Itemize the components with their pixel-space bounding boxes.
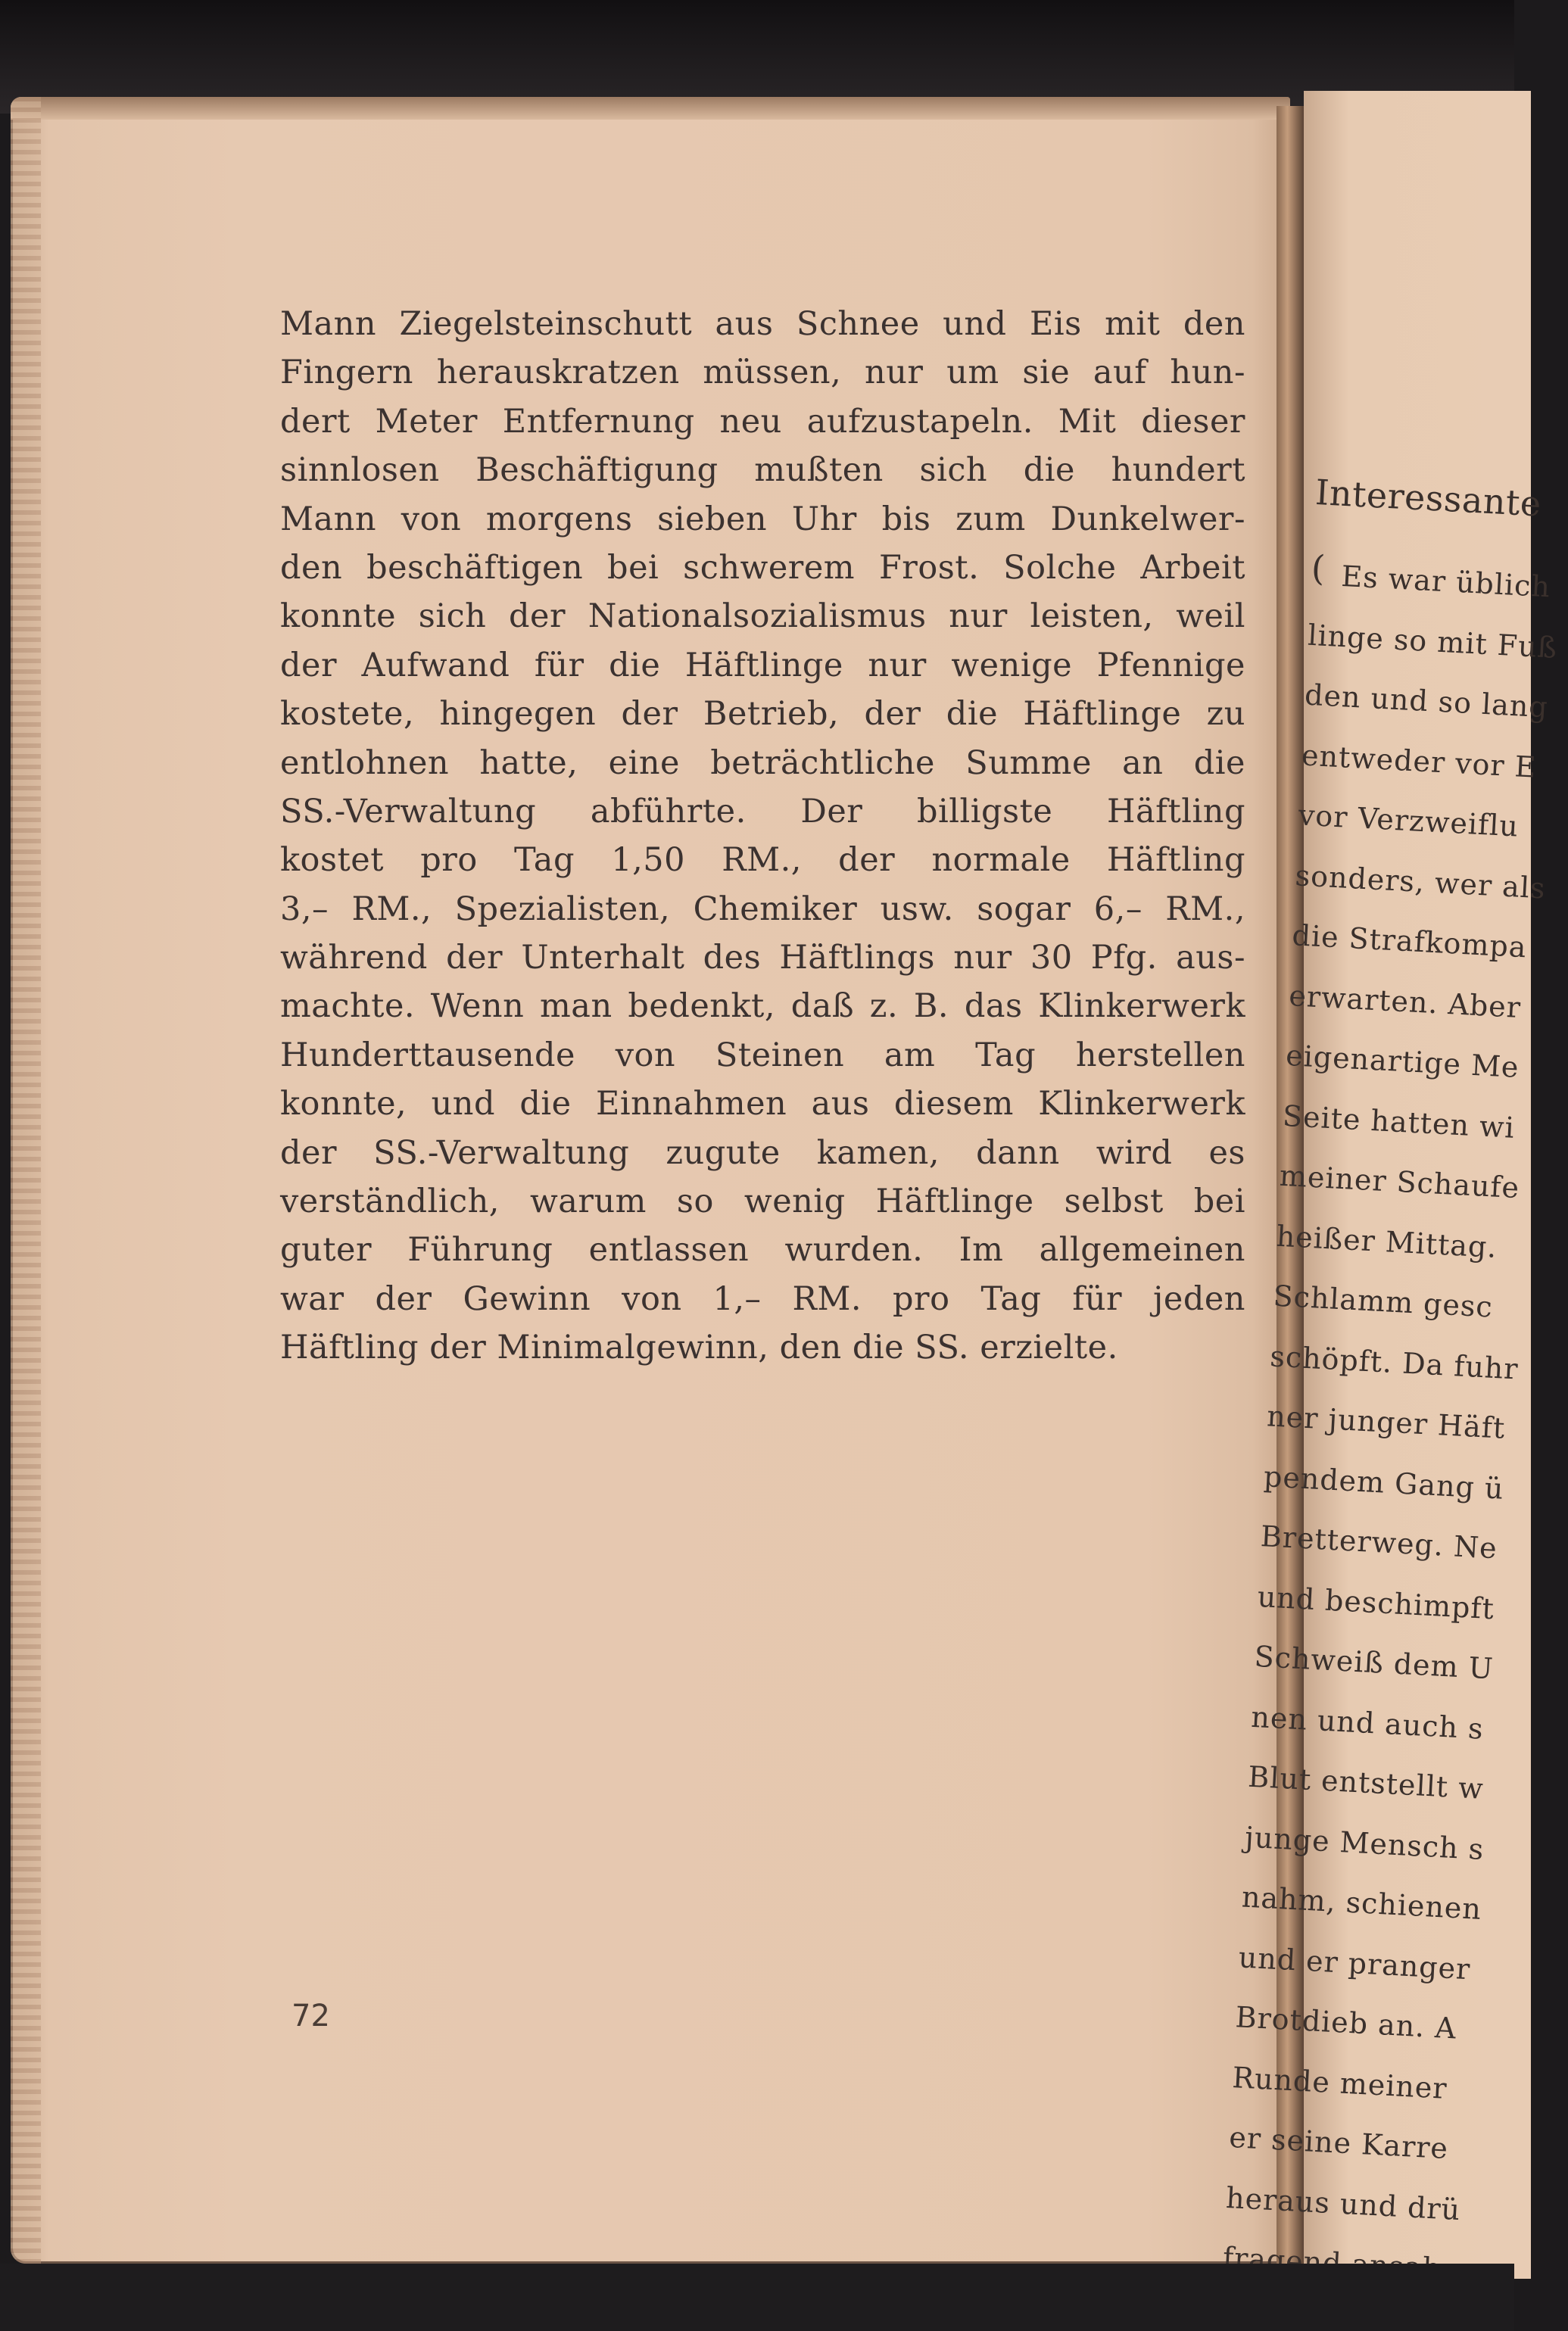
text-line: meiner Schaufe [1278, 1158, 1521, 1205]
text-line: Brotdieb an. A [1234, 2000, 1457, 2046]
text-line: konnte, und die Einnahmen aus diesem Klinkerwerk [280, 1085, 1245, 1123]
text-line: linge so mit Fuß [1307, 618, 1559, 665]
text-line: Schlamm gesc [1272, 1279, 1494, 1324]
text-line: die Strafkompa [1291, 918, 1528, 964]
text-line: erwarten. Aber [1288, 978, 1523, 1024]
text-line: während der Unterhalt des Häftlings nur 30 Pfg. aus- [280, 939, 1245, 977]
text-line: SS.-Verwaltung abführte. Der billigste Häftling [280, 792, 1245, 830]
text-line: Runde meiner [1231, 2060, 1448, 2105]
text-line: kostet pro Tag 1,50 RM., der normale Häftling [280, 841, 1245, 880]
text-line: 3,– RM., Spezialisten, Chemiker usw. sogar 6,– RM., [280, 890, 1245, 928]
text-line: verständlich, warum so wenig Häftlinge selbst bei [280, 1183, 1245, 1221]
text-line: Hunderttausende von Steinen am Tag herstellen [280, 1036, 1245, 1074]
text-line: entlohnen hatte, eine beträchtliche Summe an die [280, 743, 1245, 782]
text-line: Mann von morgens sieben Uhr bis zum Dunkelwer- [280, 500, 1245, 538]
text-line: heraus und drü [1225, 2180, 1462, 2227]
text-line: Fingern herauskratzen müssen, nur um sie auf hun- [280, 354, 1245, 392]
text-line: Seite hatten wi [1282, 1098, 1516, 1145]
text-line: den beschäftigen bei schwerem Frost. Solche Arbeit [280, 548, 1245, 587]
text-line: dert Meter Entfernung neu aufzustapeln. Mit dieser [280, 402, 1245, 441]
text-line: heißer Mittag. [1275, 1219, 1498, 1264]
text-line: Mann Ziegelsteinschutt aus Schnee und Eis mit den [280, 305, 1245, 343]
page-fore-edge [11, 97, 41, 2264]
right-page-heading: Interessante ( [1310, 471, 1543, 589]
text-line: Es war üblich [1340, 559, 1552, 604]
text-line: der Aufwand für die Häftlinge nur wenige Pfennige [280, 646, 1245, 684]
text-line: junge Mensch s [1244, 1820, 1485, 1866]
text-line: vor Verzweiflu [1297, 798, 1520, 843]
text-line: kostete, hingegen der Betrieb, der die Häftlinge zu [280, 695, 1245, 734]
text-line: und er pranger [1237, 1940, 1472, 1986]
dark-background-bottom [0, 2264, 1514, 2331]
text-line: nahm, schienen [1240, 1880, 1483, 1926]
text-line: Häftling der Minimalgewinn, den die SS. erzielte. [280, 1329, 1118, 1367]
text-line: pendem Gang ü [1263, 1459, 1505, 1506]
text-line: den und so lang [1304, 678, 1549, 725]
text-line: Bretterweg. Ne [1259, 1519, 1498, 1566]
text-line: konnte sich der Nationalsozialismus nur leisten, weil [280, 597, 1245, 636]
text-line: eigenartige Me [1285, 1038, 1520, 1085]
text-line: Schweiß dem U [1253, 1639, 1495, 1686]
text-line: sinnlosen Beschäftigung mußten sich die hundert [280, 451, 1245, 490]
text-line: guter Führung entlassen wurden. Im allgemeinen [280, 1231, 1245, 1270]
left-page-body-text [280, 300, 1245, 1373]
text-line: sonders, wer als [1294, 858, 1547, 905]
text-line: nen und auch s [1250, 1700, 1485, 1746]
text-line: der SS.-Verwaltung zugute kamen, dann wird es [280, 1133, 1245, 1172]
text-line: entweder vor E [1301, 737, 1538, 784]
page-number: 72 [291, 1999, 330, 2033]
text-line: schöpft. Da fuhr [1269, 1338, 1520, 1386]
text-line: und beschimpft [1256, 1579, 1495, 1625]
text-line: ner junger Häft [1266, 1399, 1507, 1445]
text-line: war der Gewinn von 1,– RM. pro Tag für jeden [280, 1279, 1245, 1318]
text-line: er seine Karre [1228, 2120, 1450, 2166]
text-line: machte. Wenn man bedenkt, daß z. B. das Klinkerwerk [280, 987, 1245, 1026]
text-line: Blut entstellt w [1247, 1759, 1485, 1806]
page-top-edge [11, 97, 1290, 120]
